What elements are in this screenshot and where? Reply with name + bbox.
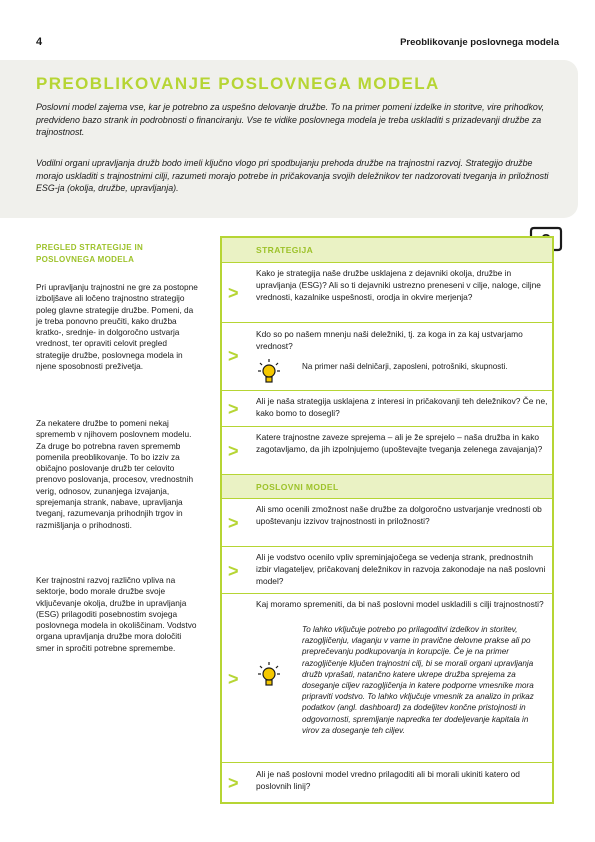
chevron-right-icon: >	[228, 513, 239, 533]
question-text: Kaj moramo spremeniti, da bi naš poslovni model uskladili s cilji trajnostnosti?	[256, 599, 544, 609]
question-row	[222, 390, 552, 427]
question-row	[222, 762, 552, 803]
sidebar-paragraph-3: Ker trajnostni razvoj različno vpliva na sektorje, bodo morale družbe svoje vključevanje okolja, družbe in upravljanja (ESG) prilagoditi posebnostim svojega poslovnega modela in okoliščinam. Vodstvo organa upravljanja družbe mora določiti smer in spročiti potrebne spremembe.	[36, 575, 197, 653]
question-row	[222, 262, 552, 323]
chevron-right-icon: >	[228, 283, 239, 303]
chevron-right-icon: >	[228, 561, 239, 581]
question-text: Ali je naša strategija usklajena z interesi in pričakovanji teh deležnikov? Če ne, kako bomo to dosegli?	[256, 396, 548, 418]
section-title-strategy: STRATEGIJA	[256, 245, 314, 255]
page-number: 4	[36, 36, 43, 48]
question-text: Ali je naš poslovni model vredno prilagoditi ali bi morali ukiniti katero od poslovnih linij?	[256, 769, 520, 791]
questions-panel	[220, 236, 554, 804]
chevron-right-icon: >	[228, 399, 239, 419]
chevron-right-icon: >	[228, 441, 239, 461]
question-text: Katere trajnostne zaveze sprejema – ali je že sprejelo – naša družba in kako zagotavljamo, da jih izpolnjujemo (upoštevajte tveganja zelenega zavajanja)?	[256, 432, 543, 454]
page-title: PREOBLIKOVANJE POSLOVNEGA MODELA	[36, 74, 440, 93]
question-note: Na primer naši delničarji, zaposleni, potrošniki, skupnosti.	[302, 362, 508, 371]
page-header	[36, 36, 559, 50]
chevron-right-icon: >	[228, 773, 239, 793]
lightbulb-icon	[258, 662, 280, 688]
lightbulb-icon	[258, 359, 280, 385]
sidebar-paragraph-2: Za nekatere družbe to pomeni nekaj sprememb v njihovem poslovnem modelu. Za druge bo potrebna raven sprememb pomenila preoblikovanje. To bo izziv za običajno poslovanje družb ter celovito prenovo poslovanja, procesov, vrednostnih verig, odnosov, zunanjega izvajanja, sprejemanja strank, nabave, upravljanja tveganj, razumevanja prihodnjih trgov in razmišljanja o prihodnosti.	[36, 418, 194, 530]
intro-paragraph-2: Vodilni organi upravljanja družb bodo imeli ključno vlogo pri spodbujanju prehoda družbe na trajnostni razvoj. Strategijo družbe morajo uskladiti s trajnostnimi cilji, razumeti morajo potrebe in pričakovanja svojih deležnikov ter nadzorovati tveganja in priložnosti ESG-ja (okolja, družbe, upravljanja).	[36, 158, 549, 193]
chevron-right-icon: >	[228, 346, 239, 366]
question-row	[222, 322, 552, 391]
question-row	[222, 546, 552, 594]
question-text: Kdo so po našem mnenju naši deležniki, tj. za koga in za kaj ustvarjamo vrednost?	[256, 329, 523, 351]
running-title: Preoblikovanje poslovnega modela	[400, 37, 559, 48]
question-row	[222, 593, 552, 763]
question-text: Kako je strategija naše družbe usklajena z dejavniki okolja, družbe in upravljanja (ESG)? Ali so ti dejavniki ustrezno preneseni v cilje, naloge, ciljne vrednosti, kazalnike uspešnosti, orodja in okvire merjenja?	[256, 268, 541, 302]
sidebar-paragraph-1: Pri upravljanju trajnostni ne gre za postopne izboljšave ali ločeno trajnostno strategijo poleg glavne strategije družbe. Pomeni, da je treba ponovno preučiti, kako družba kratko-, srednje- in dolgoročno ustvarja vrednost, ter opraviti celovit pregled strategije družbe, poslovnega modela in njene sposobnosti preživetja.	[36, 282, 198, 372]
question-text: Ali smo ocenili zmožnost naše družbe za dolgoročno ustvarjanje vrednosti ob upoštevanju izzivov trajnostnosti in priložnosti?	[256, 504, 542, 526]
intro-paragraph-1: Poslovni model zajema vse, kar je potrebno za uspešno delovanje družbe. To na primer pomeni izdelke in storitve, vire prihodkov, predvideno bazo strank in podrobnosti o financiranju. Vse te vidike poslovnega modela je treba uskladiti s prizadevanji družbe za trajnostnost.	[36, 102, 545, 137]
question-row	[222, 426, 552, 475]
chevron-right-icon: >	[228, 669, 239, 689]
section-header-business-model	[222, 474, 552, 499]
question-text: Ali je vodstvo ocenilo vpliv spreminjajočega se vedenja strank, prednostnih izbir vlagateljev, pričakovanj deležnikov in razvoja zakonodaje na naš poslovni model?	[256, 552, 546, 586]
intro-box	[0, 60, 578, 218]
section-title-business-model: POSLOVNI MODEL	[256, 482, 339, 492]
question-row	[222, 498, 552, 547]
question-note: To lahko vključuje potrebo po prilagoditvi izdelkov in storitev, razogljičenju, vlaganju v varne in pravične delovne prakse ali po preprečevanju podkupovanja in korupcije. Če je na primer razogljičenje ključen trajnostni cilj, bi se morali organi upravljanja družb vprašati, natančno katere ukrepe družba sprejema za doseganje ciljev razogljičenja in katere podporne vmesnike mora pripraviti vodstvo. To lahko vključuje vmesnik za analizo in prikaz podatkov (angl. dashboard) za dodeljitev končne pristojnosti in odgovornosti, spremljanje napredka ter dodeljevanje kapitala in virov za doseganje teh ciljev.	[302, 625, 534, 735]
sidebar-title: PREGLED STRATEGIJE IN POSLOVNEGA MODELA	[36, 243, 144, 264]
section-header-strategy	[222, 238, 552, 262]
